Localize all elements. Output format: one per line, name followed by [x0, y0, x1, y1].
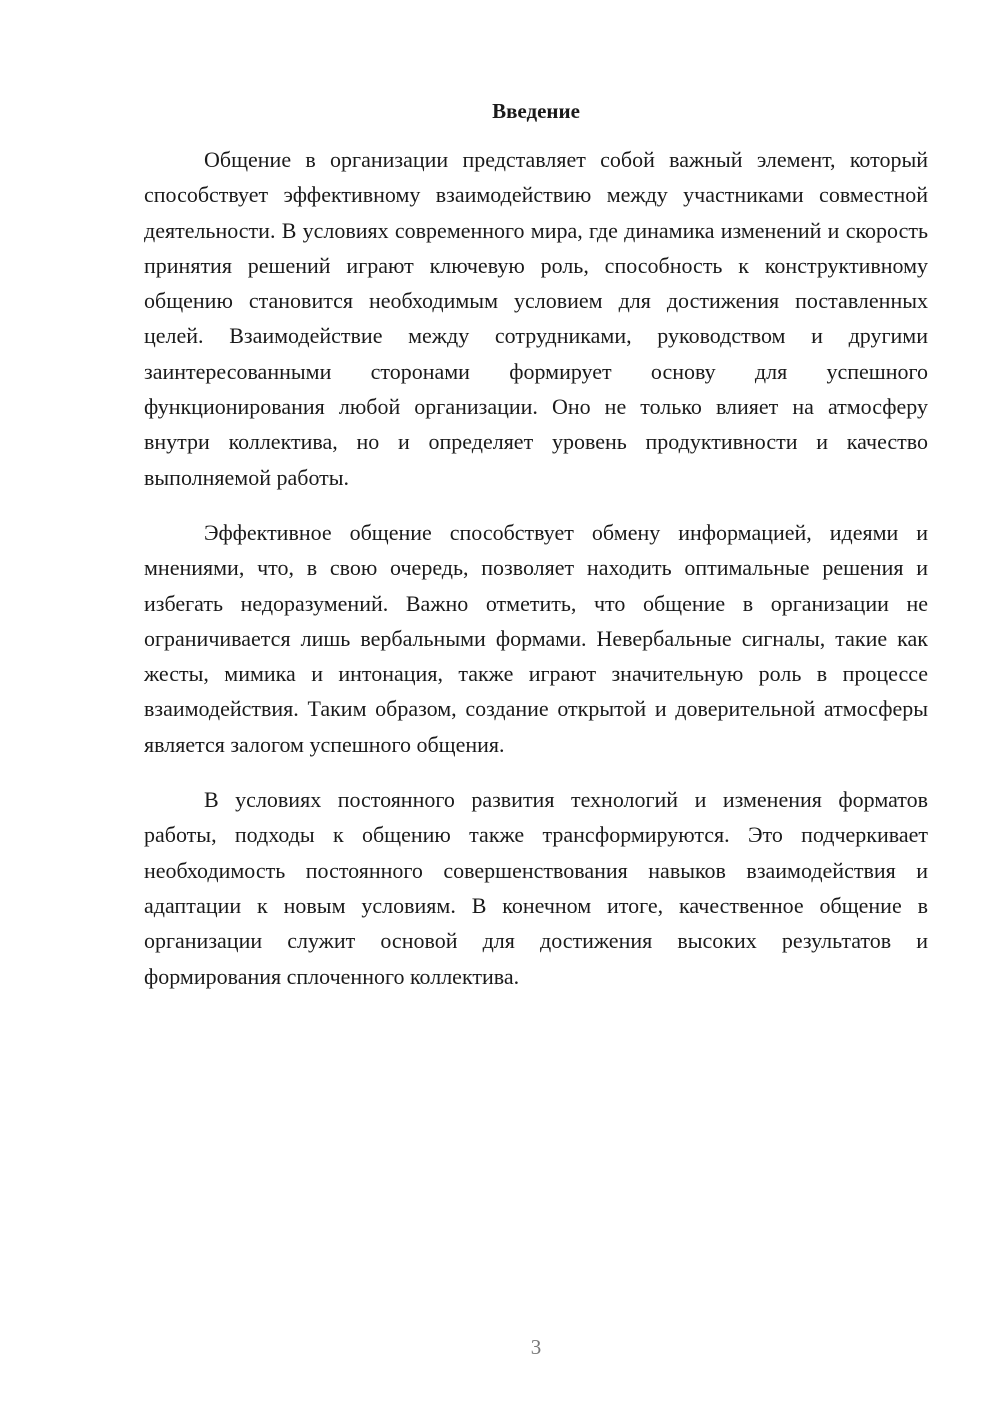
section-heading: Введение — [492, 99, 580, 123]
page-number: 3 — [530, 1335, 542, 1359]
paragraph-1: Общение в организации представляет собой важный элемент, который способствует эффективному взаимодействию между участниками совместной деятельности. В условиях современного мира, где динамика изменений и скорость принятия решений играют ключевую роль, способность к конструктивному общению становится необходимым условием для достижения поставленных целей. Взаимодействие между сотрудниками, руководством и другими заинтересованными сторонами формирует основу для успешного функционирования любой организации. Оно не только влияет на атмосферу внутри коллектива, но и определяет уровень продуктивности и качество выполняемой работы. — [144, 147, 928, 490]
body-text — [144, 142, 928, 1014]
paragraph-2: Эффективное общение способствует обмену информацией, идеями и мнениями, что, в свою очередь, позволяет находить оптимальные решения и избегать недоразумений. Важно отметить, что общение в организации не ограничивается лишь вербальными формами. Невербальные сигналы, такие как жесты, мимика и интонация, также играют значительную роль в процессе взаимодействия. Таким образом, создание открытой и доверительной атмосферы является залогом успешного общения. — [144, 519, 928, 757]
paragraph-3: В условиях постоянного развития технологий и изменения форматов работы, подходы к общению также трансформируются. Это подчеркивает необходимость постоянного совершенствования навыков взаимодействия и адаптации к новым условиям. В конечном итоге, качественное общение в организации служит основой для достижения высоких результатов и формирования сплоченного коллектива. — [144, 787, 928, 989]
